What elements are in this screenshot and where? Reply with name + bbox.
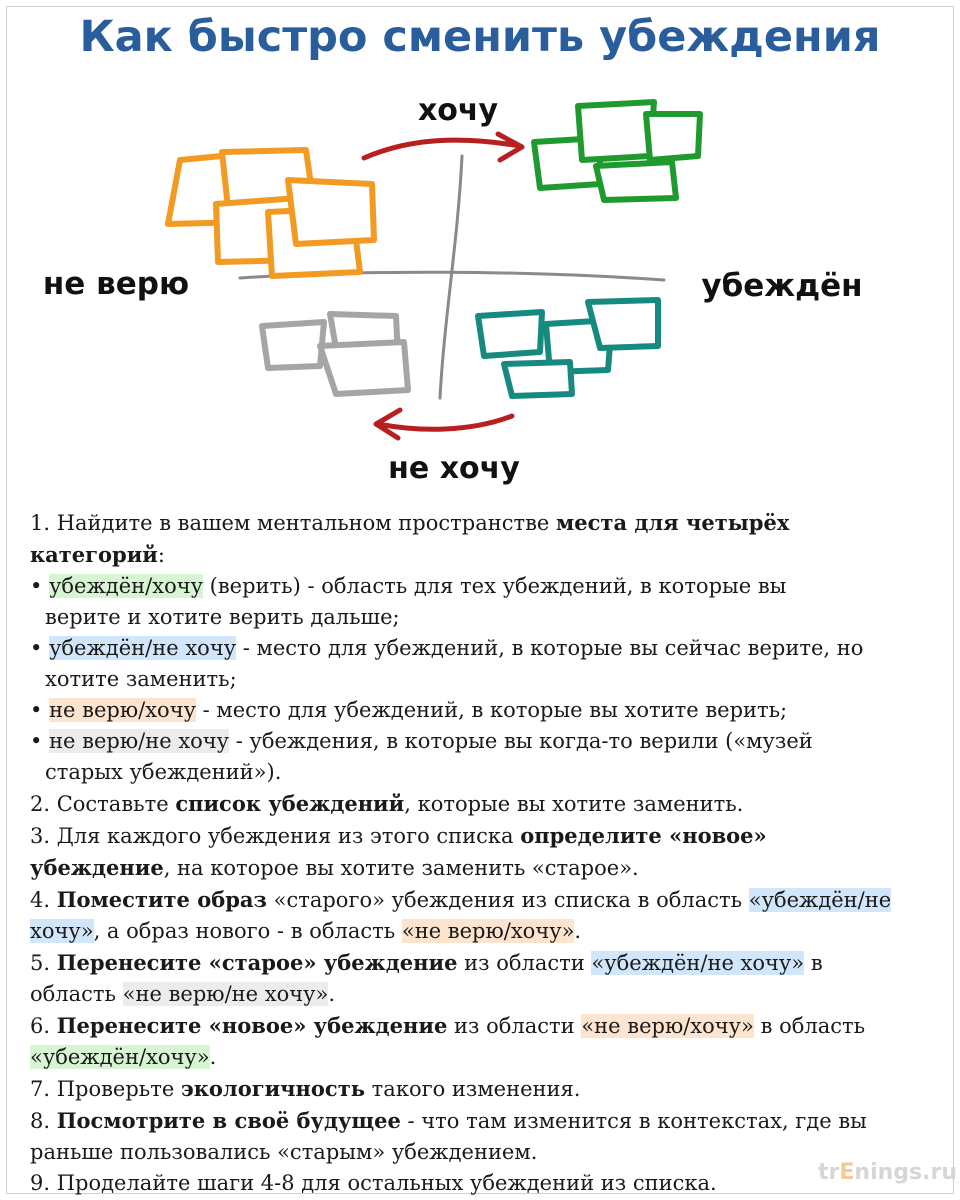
arrow-bottom <box>378 416 512 429</box>
step-1: 1. Найдите в вашем ментальном пространстве места для четырёх <box>30 510 790 535</box>
arrow-top <box>364 140 520 158</box>
step-6-cont: «убеждён/хочу». <box>30 1045 217 1069</box>
note <box>578 102 654 160</box>
label-not-believe: не верю <box>42 266 190 302</box>
note <box>262 322 324 368</box>
step-3: 3. Для каждого убеждения из этого списка определите «новое» <box>30 823 767 848</box>
watermark-logo: trEnings.ru <box>818 1160 957 1185</box>
step-4: 4. Поместите образ «старого» убеждения из списка в область «убеждён/не <box>30 887 892 912</box>
step-7: 7. Проверьте экологичность такого изменения. <box>30 1076 581 1101</box>
step-5-cont: область «не верю/не хочу». <box>30 982 336 1006</box>
bullet-4: • не верю/не хочу - убеждения, в которые вы когда-то верили («музей <box>30 729 813 753</box>
step-6: 6. Перенесите «новое» убеждение из области «не верю/хочу» в область <box>30 1013 866 1038</box>
vertical-axis <box>440 156 462 398</box>
step-5: 5. Перенесите «старое» убеждение из области «убеждён/не хочу» в <box>30 950 823 975</box>
bullet-4-cont: старых убеждений»). <box>45 760 282 784</box>
note <box>588 300 658 348</box>
bullet-3: • не верю/хочу - место для убеждений, в которые вы хотите верить; <box>30 698 788 722</box>
bullet-1-cont: верите и хотите верить дальше; <box>45 605 400 629</box>
label-convinced: убеждён <box>701 268 863 304</box>
step-3-cont: убеждение, на которое вы хотите заменить «старое». <box>30 855 639 880</box>
step-9: 9. Проделайте шаги 4-8 для остальных убеждений из списка. <box>30 1171 717 1195</box>
bullet-2: • убеждён/не хочу - место для убеждений, в которые вы сейчас верите, но <box>30 636 864 660</box>
arrow-top-head <box>498 134 522 160</box>
quadrant-diagram <box>0 80 960 500</box>
step-4-cont: хочу», а образ нового - в область «не верю/хочу». <box>30 919 582 943</box>
bullet-2-cont: хотите заменить; <box>45 667 237 691</box>
note <box>646 114 700 160</box>
label-not-want: не хочу <box>388 451 520 486</box>
notes-gray <box>262 314 408 394</box>
note <box>596 162 676 200</box>
label-want: хочу <box>417 93 499 128</box>
note <box>504 362 572 396</box>
note <box>288 180 374 244</box>
step-1-cont: категорий: <box>30 542 165 567</box>
step-2: 2. Составьте список убеждений, которые вы хотите заменить. <box>30 791 744 816</box>
note <box>320 342 408 394</box>
notes-orange <box>168 150 374 276</box>
notes-green <box>534 102 700 200</box>
bullet-1: • убеждён/хочу (верить) - область для тех убеждений, в которые вы <box>30 574 787 598</box>
step-8-cont: раньше пользовались «старым» убеждением. <box>30 1140 538 1164</box>
instructions <box>30 507 935 1199</box>
notes-teal <box>478 300 658 396</box>
step-8: 8. Посмотрите в своё будущее - что там изменится в контекстах, где вы <box>30 1108 867 1133</box>
note <box>478 312 542 356</box>
page-title: Как быстро сменить убеждения <box>79 12 881 62</box>
